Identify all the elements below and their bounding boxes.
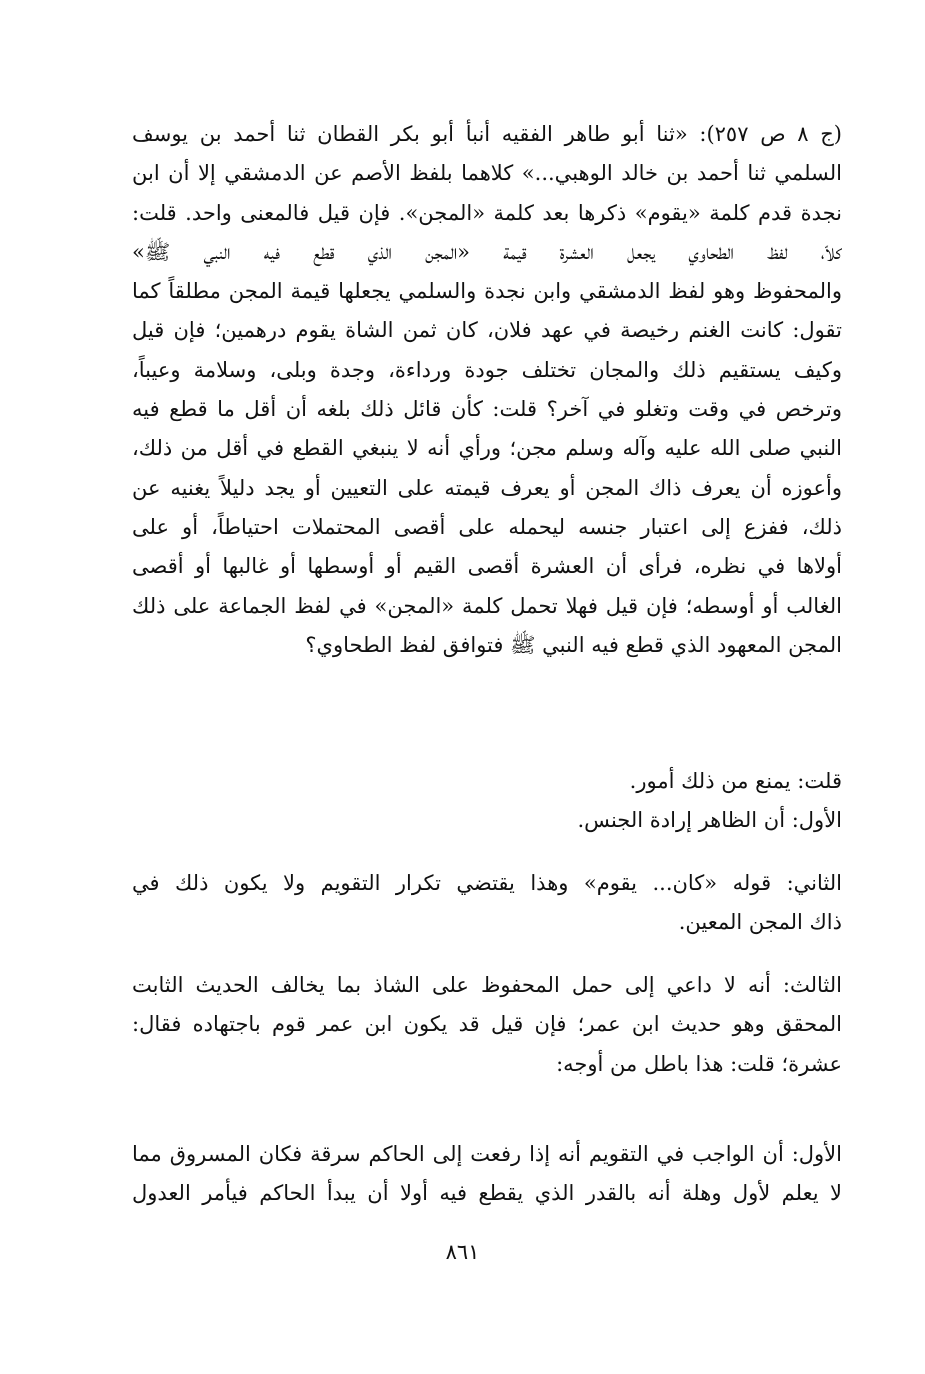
paragraph-5 [132,1135,842,1214]
text-line: ذاك المجن المعين. [678,910,842,935]
text-line: المحقق وهو حديث ابن عمر؛ فإن قيل قد يكون ابن عمر قوم باجتهاده فقال: [132,1012,842,1037]
text-line: عشرة؛ قلت: هذا باطل من أوجه: [556,1051,842,1076]
text-line: والمحفوظ وهو لفظ الدمشقي وابن نجدة والسلمي يجعلها قيمة المجن مطلقاً كما [132,279,842,304]
paragraph-2 [132,762,842,841]
text-line: ذلك، ففزع إلى اعتبار جنسه ليحمله على أقصى المحتملات احتياطاً، أو على [132,514,842,539]
text-line: الثاني: قوله «كان... يقوم» وهذا يقتضي تكرار التقويم ولا يكون ذلك في [132,871,842,895]
text-line: كلاّ، لفظ الطحاوي يجعل العشرة قيمة «المجن الذي قطع فيه النبي ﷺ» [132,239,842,264]
text-line: نجدة قدم كلمة «يقوم» ذكرها بعد كلمة «المجن». فإن قيل فالمعنى واحد. قلت: [132,200,842,225]
paragraph-4 [132,966,842,1084]
text-line: تقول: كانت الغنم رخيصة في عهد فلان، كان ثمن الشاة يقوم درهمين؛ فإن قيل [132,318,842,343]
text-line: الأول: أن الواجب في التقويم أنه إذا رفعت إلى الحاكم سرقة فكان المسروق مما [132,1142,842,1166]
page-number: ٨٦١ [445,1240,480,1264]
text-line: قلت: يمنع من ذلك أمور. [629,769,842,793]
text-line: وترخص في وقت وتغلو في آخر؟ قلت: كأن قائل ذلك بلغه أن أقل ما قطع فيه [132,397,842,422]
text-line: (ج ٨ ص ٢٥٧): «ثنا أبو طاهر الفقيه أنبأ أبو بكر القطان ثنا أحمد بن يوسف [132,122,842,146]
text-line: السلمي ثنا أحمد بن خالد الوهبي...» كلاهما بلفظ الأصم عن الدمشقي إلا أن ابن [132,161,842,186]
text-line: لا يعلم لأول وهلة أنه بالقدر الذي يقطع فيه أولا أن يبدأ الحاكم فيأمر العدول [132,1181,842,1206]
text-line: الثالث: أنه لا داعي إلى حمل المحفوظ على الشاذ بما يخالف الحديث الثابت [132,973,842,997]
paragraph-3 [132,864,842,943]
text-line: النبي صلى الله عليه وآله وسلم مجن؛ ورأي أنه لا ينبغي القطع في أقل من ذلك، [132,436,842,461]
text-line: وكيف يستقيم ذلك والمجان تختلف جودة ورداءة، وجدة وبلى، وسلامة وعيباً، [132,357,842,382]
paragraph-1 [132,115,842,665]
text-line: الأول: أن الظاهر إرادة الجنس. [577,808,842,833]
text-line: الغالب أو أوسطه؛ فإن قيل فهلا تحمل كلمة «المجن» في لفظ الجماعة على ذلك [132,593,842,618]
text-line: المجن المعهود الذي قطع فيه النبي ﷺ فتوافق لفظ الطحاوي؟ [305,632,842,657]
text-line: أولاها في نظره، فرأى أن العشرة أقصى القيم أو أوسطها أو غالبها أو أقصى [132,554,842,579]
text-line: وأعوزه أن يعرف ذاك المجن أو يعرف قيمته على التعيين أو يجد دليلاً يغنيه عن [132,475,842,500]
